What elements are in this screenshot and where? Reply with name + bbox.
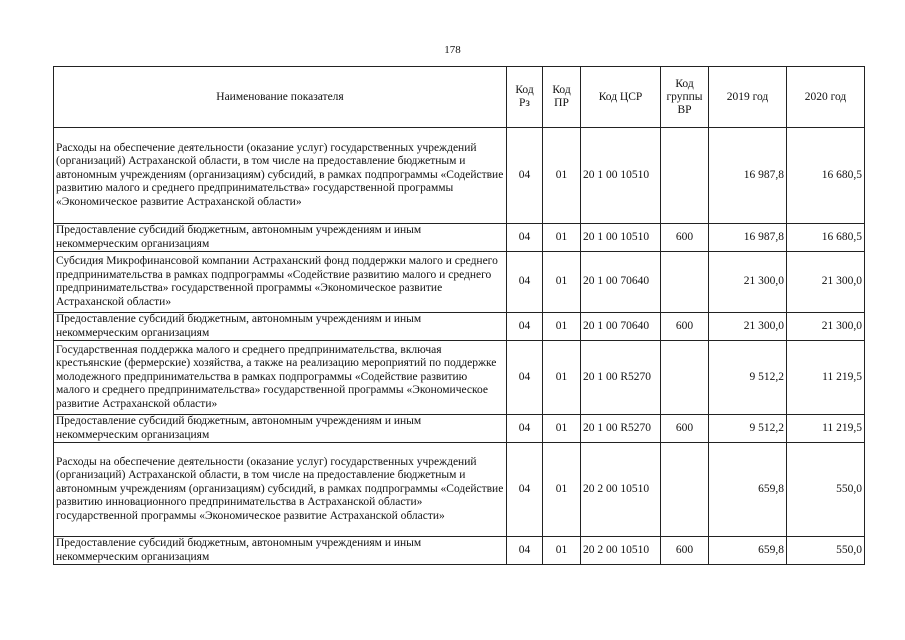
- row-pr: 01: [543, 128, 581, 224]
- row-vr: 600: [661, 313, 709, 341]
- header-2019: 2019 год: [709, 67, 787, 128]
- table-row: [54, 443, 865, 537]
- row-vr: 600: [661, 224, 709, 252]
- row-pr: 01: [543, 341, 581, 415]
- row-2020: 11 219,5: [787, 415, 865, 443]
- row-2019: 9 512,2: [709, 415, 787, 443]
- row-2019: 21 300,0: [709, 313, 787, 341]
- budget-table: [53, 66, 865, 565]
- row-2019: 659,8: [709, 443, 787, 537]
- row-name: Предоставление субсидий бюджетным, автономным учреждениям и иным некоммерческим организациям: [54, 537, 507, 565]
- row-rz: 04: [507, 252, 543, 313]
- row-name: Государственная поддержка малого и среднего предпринимательства, включая крестьянские (фермерские) хозяйства, а также на реализацию мероприятий по поддержке молодежного предпринимательства в рамках подпрограммы «Содействие развитию малого и среднего предпринимательства» государственной программы «Экономическое развитие Астраханской области»: [54, 341, 507, 415]
- row-csr: 20 1 00 R5270: [581, 341, 661, 415]
- row-name: Расходы на обеспечение деятельности (оказание услуг) государственных учреждений (организаций) Астраханской области, в том числе на предоставление бюджетным и автономным учреждениям (организациям) субсидий, в рамках подпрограммы «Содействие развитию малого и среднего предпринимательства» государственной программы «Экономическое развитие Астраханской области»: [54, 128, 507, 224]
- row-name: Предоставление субсидий бюджетным, автономным учреждениям и иным некоммерческим организациям: [54, 313, 507, 341]
- row-rz: 04: [507, 443, 543, 537]
- row-2019: 16 987,8: [709, 224, 787, 252]
- row-vr: 600: [661, 537, 709, 565]
- row-rz: 04: [507, 341, 543, 415]
- row-csr: 20 1 00 10510: [581, 224, 661, 252]
- row-name: Предоставление субсидий бюджетным, автономным учреждениям и иным некоммерческим организациям: [54, 415, 507, 443]
- table-row: [54, 252, 865, 313]
- row-vr: [661, 252, 709, 313]
- row-vr: [661, 128, 709, 224]
- table-row: [54, 537, 865, 565]
- header-pr: Код ПР: [543, 67, 581, 128]
- row-pr: 01: [543, 224, 581, 252]
- row-csr: 20 2 00 10510: [581, 537, 661, 565]
- table-row: [54, 415, 865, 443]
- header-2020: 2020 год: [787, 67, 865, 128]
- row-2020: 11 219,5: [787, 341, 865, 415]
- row-name: Предоставление субсидий бюджетным, автономным учреждениям и иным некоммерческим организациям: [54, 224, 507, 252]
- header-vr: Код группы ВР: [661, 67, 709, 128]
- row-rz: 04: [507, 415, 543, 443]
- row-pr: 01: [543, 537, 581, 565]
- row-vr: 600: [661, 415, 709, 443]
- row-2020: 21 300,0: [787, 313, 865, 341]
- row-rz: 04: [507, 224, 543, 252]
- table-row: [54, 224, 865, 252]
- table-row: [54, 313, 865, 341]
- table-row: [54, 128, 865, 224]
- row-vr: [661, 443, 709, 537]
- row-2020: 16 680,5: [787, 224, 865, 252]
- row-csr: 20 2 00 10510: [581, 443, 661, 537]
- row-pr: 01: [543, 415, 581, 443]
- row-2019: 659,8: [709, 537, 787, 565]
- row-name: Расходы на обеспечение деятельности (оказание услуг) государственных учреждений (организаций) Астраханской области, в том числе на предоставление бюджетным и автономным учреждениям (организациям) субсидий, в рамках подпрограммы «Содействие развитию инновационного предпринимательства в Астраханской области» государственной программы «Экономическое развитие Астраханской области»: [54, 443, 507, 537]
- row-csr: 20 1 00 70640: [581, 313, 661, 341]
- row-2019: 9 512,2: [709, 341, 787, 415]
- header-rz: Код Рз: [507, 67, 543, 128]
- row-2020: 550,0: [787, 443, 865, 537]
- row-rz: 04: [507, 537, 543, 565]
- header-name: Наименование показателя: [54, 67, 507, 128]
- row-csr: 20 1 00 70640: [581, 252, 661, 313]
- row-name: Субсидия Микрофинансовой компании Астраханский фонд поддержки малого и среднего предпринимательства в рамках подпрограммы «Содействие развитию малого и среднего предпринимательства» государственной программы «Экономическое развитие Астраханской области»: [54, 252, 507, 313]
- row-2019: 21 300,0: [709, 252, 787, 313]
- row-rz: 04: [507, 313, 543, 341]
- row-pr: 01: [543, 443, 581, 537]
- row-vr: [661, 341, 709, 415]
- row-csr: 20 1 00 10510: [581, 128, 661, 224]
- header-csr: Код ЦСР: [581, 67, 661, 128]
- row-2020: 550,0: [787, 537, 865, 565]
- row-2019: 16 987,8: [709, 128, 787, 224]
- row-csr: 20 1 00 R5270: [581, 415, 661, 443]
- row-pr: 01: [543, 252, 581, 313]
- table-row: [54, 341, 865, 415]
- row-2020: 21 300,0: [787, 252, 865, 313]
- row-pr: 01: [543, 313, 581, 341]
- header-row: [54, 67, 865, 128]
- row-2020: 16 680,5: [787, 128, 865, 224]
- page-number: 178: [444, 44, 461, 56]
- row-rz: 04: [507, 128, 543, 224]
